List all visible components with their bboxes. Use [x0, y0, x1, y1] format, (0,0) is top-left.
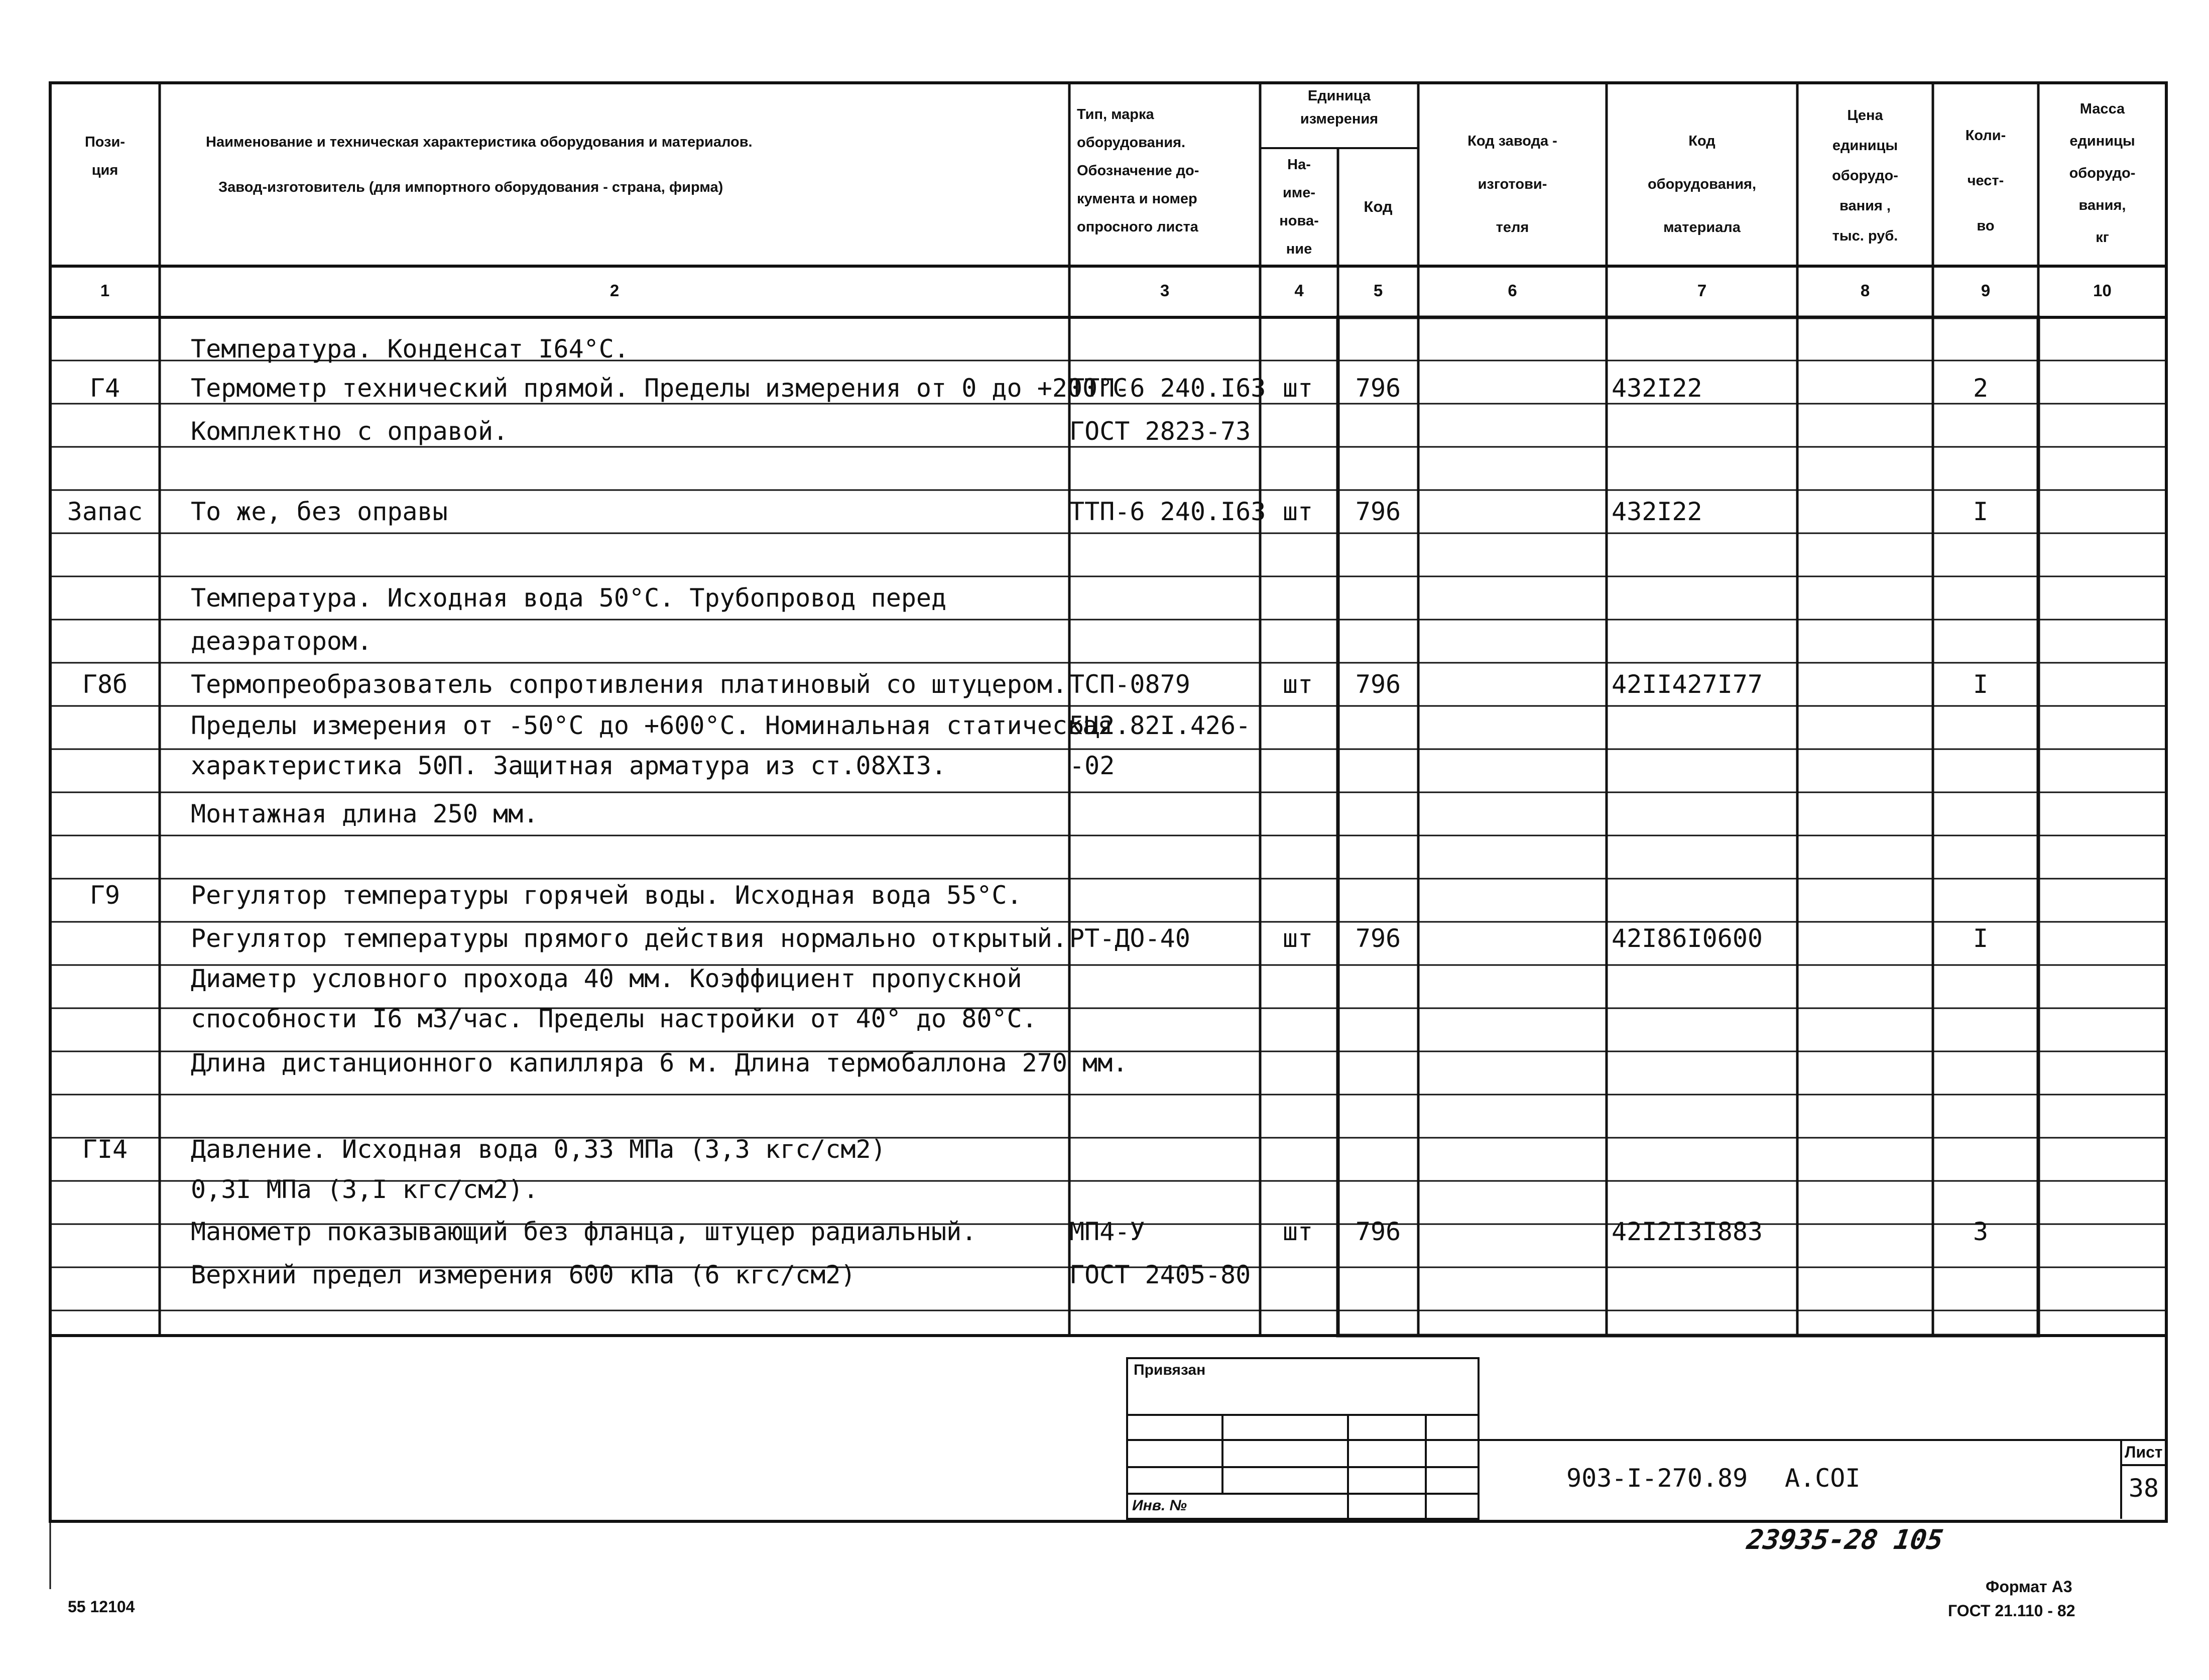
row-name: Термопреобразователь сопротивления платиновый со штуцером.	[191, 670, 1067, 699]
table-row	[0, 576, 2209, 620]
stamp-document-suffix: А.COI	[1785, 1464, 1861, 1493]
row-equipment-code	[1612, 620, 1797, 663]
table-row	[0, 367, 2209, 410]
row-unit-code	[1338, 744, 1418, 787]
row-name: Монтажная длина 250 мм.	[191, 799, 539, 828]
row-type	[1069, 620, 1260, 663]
row-unit-code: 796	[1355, 497, 1401, 526]
row-unit	[1260, 620, 1335, 663]
row-unit	[1260, 957, 1335, 1000]
row-name: 0,3I МПа (3,I кгс/см2).	[191, 1175, 539, 1204]
row-quantity	[1933, 1041, 2028, 1085]
row-unit-code	[1338, 410, 1418, 453]
header-name-line2: Завод-изготовитель (для импортного оборудования - страна, фирма)	[218, 179, 723, 195]
table-row	[0, 744, 2209, 787]
row-unit	[1260, 874, 1335, 917]
row-type	[1069, 1041, 1260, 1085]
row-quantity	[1933, 576, 2028, 620]
row-unit	[1260, 327, 1335, 371]
row-name	[191, 835, 1064, 879]
row-equipment-code	[1612, 1128, 1797, 1171]
table-row	[0, 1168, 2209, 1211]
header-type: Тип, марка оборудования. Обозначение до- кумента и номер опросного листа	[1077, 106, 1199, 235]
row-position	[50, 1088, 160, 1131]
row-quantity	[1933, 1253, 2028, 1296]
table-row	[0, 1041, 2209, 1085]
row-equipment-code: 42I86I0600	[1612, 924, 1763, 953]
column-number-8: 8	[1860, 281, 1870, 300]
row-type: РТ-ДО-40	[1069, 924, 1190, 953]
table-row	[0, 663, 2209, 706]
table-row	[0, 957, 2209, 1000]
row-unit-code	[1338, 1168, 1418, 1211]
row-type: МП4-У	[1069, 1217, 1145, 1246]
row-equipment-code	[1612, 957, 1797, 1000]
row-name: Пределы измерения от -50°C до +600°C. Номинальная статическая	[191, 711, 1113, 740]
row-quantity	[1933, 744, 2028, 787]
row-position	[50, 917, 160, 960]
row-unit-code	[1338, 620, 1418, 663]
row-unit-code	[1338, 1041, 1418, 1085]
row-name	[191, 1088, 1064, 1131]
row-type	[1069, 997, 1260, 1040]
row-type	[1069, 874, 1260, 917]
row-position	[50, 957, 160, 1000]
table-row	[0, 1128, 2209, 1171]
row-position	[50, 620, 160, 663]
row-unit: шт	[1282, 670, 1313, 699]
row-unit-code: 796	[1355, 924, 1401, 953]
row-equipment-code: 432I22	[1612, 497, 1702, 526]
row-unit	[1260, 835, 1335, 879]
table-row	[0, 533, 2209, 576]
row-unit-code	[1338, 576, 1418, 620]
stamp-sheet-label: Лист	[2125, 1443, 2163, 1461]
column-number-9: 9	[1981, 281, 1991, 300]
row-position	[50, 1253, 160, 1296]
row-name: Верхний предел измерения 600 кПа (6 кгс/см2)	[191, 1260, 856, 1289]
column-number-10: 10	[2093, 281, 2112, 300]
row-quantity	[1933, 704, 2028, 747]
row-equipment-code: 42I2I3I883	[1612, 1217, 1763, 1246]
row-position: Г8б	[82, 670, 128, 699]
row-equipment-code	[1612, 835, 1797, 879]
row-quantity	[1933, 327, 2028, 371]
row-unit-code	[1338, 957, 1418, 1000]
row-unit-code	[1338, 533, 1418, 576]
row-unit	[1260, 1253, 1335, 1296]
row-quantity: I	[1973, 670, 1989, 699]
footer-format: Формат А3	[1986, 1578, 2072, 1596]
row-equipment-code	[1612, 704, 1797, 747]
row-unit	[1260, 1041, 1335, 1085]
table-row	[0, 874, 2209, 917]
row-type	[1069, 835, 1260, 879]
row-position	[50, 1168, 160, 1211]
table-row	[0, 997, 2209, 1040]
row-unit	[1260, 1168, 1335, 1211]
header-price: Цена единицы оборудо- вания , тыс. руб.	[1832, 107, 1898, 244]
stamp-linked-label: Привязан	[1134, 1362, 1206, 1378]
row-type: ГОСТ 2823-73	[1069, 417, 1251, 446]
column-number-1: 1	[100, 281, 110, 300]
row-type: ТСП-0879	[1069, 670, 1190, 699]
row-position: Г9	[89, 881, 120, 910]
table-row	[0, 1253, 2209, 1296]
footer-left-code: 55 12104	[68, 1598, 135, 1616]
row-position	[50, 744, 160, 787]
row-unit	[1260, 792, 1335, 835]
row-type	[1069, 1088, 1260, 1131]
row-unit	[1260, 576, 1335, 620]
table-row	[0, 704, 2209, 747]
row-unit-code: 796	[1355, 374, 1401, 403]
row-quantity: 2	[1973, 374, 1989, 403]
row-unit: шт	[1282, 497, 1313, 526]
header-equipment-code: Код оборудования, материала	[1647, 133, 1757, 235]
row-unit: шт	[1282, 374, 1313, 403]
stamp-sheet-number: 38	[2128, 1474, 2159, 1503]
row-quantity	[1933, 874, 2028, 917]
stamp-document-code: 903-I-270.89	[1566, 1464, 1748, 1493]
row-unit	[1260, 410, 1335, 453]
row-name	[191, 533, 1064, 576]
row-position	[50, 576, 160, 620]
row-equipment-code: 42II427I77	[1612, 670, 1763, 699]
table-row	[0, 917, 2209, 960]
row-equipment-code	[1612, 327, 1797, 371]
row-type: 5Ц2.82I.426-	[1069, 711, 1251, 740]
row-name: Комплектно с оправой.	[191, 417, 509, 446]
row-equipment-code	[1612, 744, 1797, 787]
column-number-2: 2	[609, 281, 620, 300]
row-name: Термометр технический прямой. Пределы измерения от 0 до +200°C	[191, 374, 1128, 403]
row-unit-code	[1338, 835, 1418, 879]
row-name: Давление. Исходная вода 0,33 МПа (3,3 кгс/см2)	[191, 1135, 886, 1164]
row-quantity	[1933, 835, 2028, 879]
row-name: Регулятор температуры прямого действия нормально открытый.	[191, 924, 1067, 953]
row-name: Регулятор температуры горячей воды. Исходная вода 55°C.	[191, 881, 1022, 910]
row-position	[50, 327, 160, 371]
column-number-6: 6	[1508, 281, 1517, 300]
column-number-5: 5	[1373, 281, 1383, 300]
row-unit: шт	[1282, 924, 1313, 953]
header-unit-code: Код	[1364, 198, 1393, 215]
row-unit-code	[1338, 874, 1418, 917]
row-unit-code	[1338, 997, 1418, 1040]
row-name: Температура. Конденсат I64°C.	[191, 334, 629, 364]
row-unit-code	[1338, 1128, 1418, 1171]
row-type: -02	[1069, 751, 1115, 780]
header-name-line1: Наименование и техническая характеристика оборудования и материалов.	[206, 134, 753, 150]
row-position	[50, 704, 160, 747]
table-row	[0, 1088, 2209, 1131]
table-row	[0, 792, 2209, 835]
row-position	[50, 1041, 160, 1085]
row-unit-code	[1338, 1253, 1418, 1296]
handwritten-number: 23935-28 105	[1745, 1524, 1945, 1555]
row-type: ТТП-6 240.I63	[1069, 497, 1266, 526]
row-unit	[1260, 997, 1335, 1040]
row-type	[1069, 1128, 1260, 1171]
row-type: ТТП-6 240.I63	[1069, 374, 1266, 403]
row-name: Манометр показывающий без фланца, штуцер радиальный.	[191, 1217, 977, 1246]
row-name: То же, без оправы	[191, 497, 448, 526]
row-name: Температура. Исходная вода 50°C. Трубопровод перед	[191, 583, 947, 613]
row-equipment-code: 432I22	[1612, 374, 1702, 403]
row-quantity	[1933, 792, 2028, 835]
row-position	[50, 792, 160, 835]
row-unit-code: 796	[1355, 1217, 1401, 1246]
row-name: деаэратором.	[191, 627, 373, 656]
row-unit-code: 796	[1355, 670, 1401, 699]
row-type: ГОСТ 2405-80	[1069, 1260, 1251, 1289]
header-unit-group: Единица измерения	[1300, 88, 1379, 127]
row-unit	[1260, 744, 1335, 787]
header-factory-code: Код завода - изготови- теля	[1467, 133, 1557, 235]
row-equipment-code	[1612, 997, 1797, 1040]
row-equipment-code	[1612, 410, 1797, 453]
row-position	[50, 410, 160, 453]
row-position	[50, 1210, 160, 1253]
row-quantity	[1933, 957, 2028, 1000]
row-equipment-code	[1612, 1041, 1797, 1085]
row-name: способности I6 м3/час. Пределы настройки от 40° до 80°C.	[191, 1004, 1037, 1033]
row-unit-code	[1338, 327, 1418, 371]
row-position: Г4	[89, 374, 120, 403]
row-unit: шт	[1282, 1217, 1313, 1246]
column-number-4: 4	[1294, 281, 1304, 300]
row-type	[1069, 576, 1260, 620]
header-quantity: Коли- чест- во	[1965, 128, 2006, 234]
table-row	[0, 410, 2209, 453]
row-unit-code	[1338, 704, 1418, 747]
row-unit	[1260, 704, 1335, 747]
row-quantity	[1933, 533, 2028, 576]
table-row	[0, 1210, 2209, 1253]
row-position	[50, 997, 160, 1040]
row-position: ГI4	[82, 1135, 128, 1164]
row-position: Запас	[67, 497, 143, 526]
row-equipment-code	[1612, 533, 1797, 576]
table-row	[0, 327, 2209, 371]
row-name: Диаметр условного прохода 40 мм. Коэффициент пропускной	[191, 964, 1022, 993]
row-equipment-code	[1612, 792, 1797, 835]
header-position: Пози- ция	[84, 134, 126, 178]
stamp-inventory-label: Инв. №	[1132, 1497, 1187, 1514]
row-type	[1069, 957, 1260, 1000]
row-type	[1069, 792, 1260, 835]
column-number-7: 7	[1697, 281, 1707, 300]
row-unit	[1260, 1088, 1335, 1131]
row-quantity: 3	[1973, 1217, 1989, 1246]
table-row	[0, 620, 2209, 663]
row-equipment-code	[1612, 1168, 1797, 1211]
row-position	[50, 835, 160, 879]
row-name: характеристика 50П. Защитная арматура из ст.08XI3.	[191, 751, 947, 780]
row-quantity	[1933, 410, 2028, 453]
row-type	[1069, 327, 1260, 371]
row-unit-code	[1338, 1088, 1418, 1131]
row-position	[50, 533, 160, 576]
row-quantity	[1933, 620, 2028, 663]
row-equipment-code	[1612, 1253, 1797, 1296]
row-quantity	[1933, 997, 2028, 1040]
table-row	[0, 490, 2209, 533]
header-mass: Масса единицы оборудо- вания, кг	[2069, 101, 2136, 246]
row-type	[1069, 1168, 1260, 1211]
row-equipment-code	[1612, 1088, 1797, 1131]
column-number-3: 3	[1160, 281, 1170, 300]
row-quantity: I	[1973, 924, 1989, 953]
row-unit	[1260, 533, 1335, 576]
table-row	[0, 835, 2209, 879]
row-type	[1069, 533, 1260, 576]
row-equipment-code	[1612, 874, 1797, 917]
header-unit-name: На- име- нова- ние	[1279, 157, 1319, 257]
row-name: Длина дистанционного капилляра 6 м. Длина термобаллона 270 мм.	[191, 1048, 1128, 1077]
row-quantity	[1933, 1088, 2028, 1131]
row-equipment-code	[1612, 576, 1797, 620]
row-quantity: I	[1973, 497, 1989, 526]
row-quantity	[1933, 1128, 2028, 1171]
row-unit-code	[1338, 792, 1418, 835]
row-quantity	[1933, 1168, 2028, 1211]
footer-gost: ГОСТ 21.110 - 82	[1948, 1602, 2075, 1620]
row-unit	[1260, 1128, 1335, 1171]
